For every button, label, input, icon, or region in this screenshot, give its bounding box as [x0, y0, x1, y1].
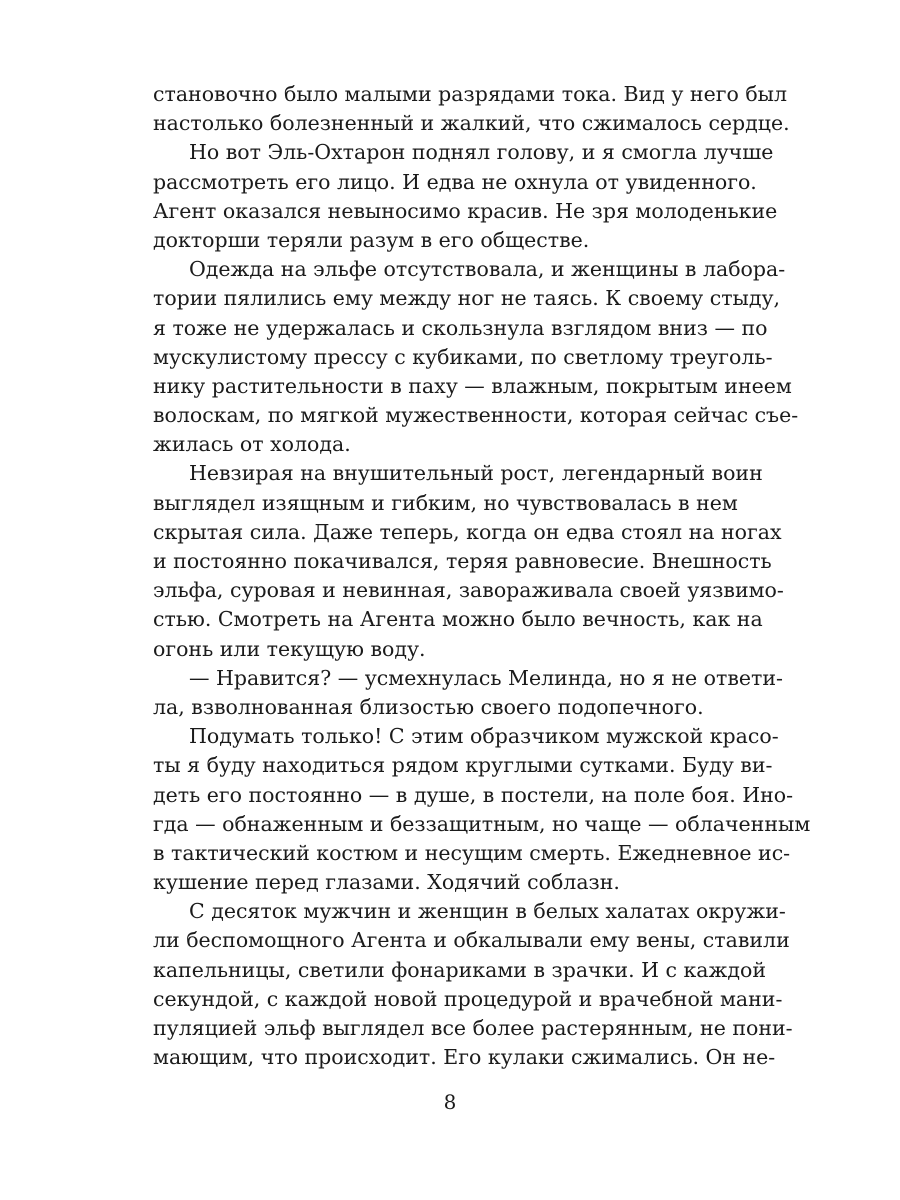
text-line: секундой, с каждой новой процедурой и врачебной мани- [153, 986, 783, 1011]
text-line: нику растительности в паху — влажным, покрытым инеем [153, 373, 792, 398]
text-line: С десяток мужчин и женщин в белых халатах окружи- [189, 899, 786, 924]
text-line: эльфа, суровая и невинная, завораживала своей уязвимо- [153, 578, 784, 603]
text-line: — Нравится? — усмехнулась Мелинда, но я не ответи- [189, 665, 783, 690]
text-line: деть его постоянно — в душе, в постели, на поле боя. Ино- [153, 782, 794, 807]
text-line: огонь или текущую воду. [153, 636, 426, 661]
text-line: докторши теряли разум в его обществе. [153, 227, 590, 252]
text-line: настолько болезненный и жалкий, что сжималось сердце. [153, 111, 790, 136]
text-line: становочно было малыми разрядами тока. Вид у него был [153, 82, 787, 106]
text-line: и постоянно покачивался, теряя равновесие. Внешность [153, 549, 772, 573]
text-line: тории пялились ему между ног не таясь. К своему стыду, [153, 286, 781, 311]
text-line: стью. Смотреть на Агента можно было вечность, как на [153, 607, 763, 632]
text-line: мающим, что происходит. Его кулаки сжимались. Он не- [153, 1045, 776, 1070]
text-line: капельницы, светили фонариками в зрачки. И с каждой [153, 957, 767, 982]
text-line: кушение перед глазами. Ходячий соблазн. [153, 870, 620, 895]
text-line: пуляцией эльф выглядел все более растерянным, не пони- [153, 1016, 793, 1040]
text-line: ла, взволнованная близостью своего подопечного. [153, 694, 704, 719]
text-line: рассмотреть его лицо. И едва не охнула от увиденного. [153, 169, 757, 194]
text-line: волоскам, по мягкой мужественности, которая сейчас съе- [153, 403, 799, 428]
text-line: я тоже не удержалась и скользнула взглядом вниз — по [153, 315, 768, 340]
text-line: гда — обнаженным и беззащитным, но чаще — облаченным [153, 811, 811, 836]
page-number: 8 [443, 1090, 457, 1114]
text-line: ты я буду находиться рядом круглыми сутками. Буду ви- [153, 753, 773, 778]
text-line: Но вот Эль-Охтарон поднял голову, и я смогла лучше [189, 140, 774, 165]
text-line: ли беспомощного Агента и обкалывали ему вены, ставили [153, 928, 790, 953]
text-line: в тактический костюм и несущим смерть. Ежедневное ис- [153, 840, 791, 865]
text-line: мускулистому прессу с кубиками, по светлому треуголь- [153, 344, 773, 369]
text-line: Одежда на эльфе отсутствовала, и женщины в лабора- [189, 257, 786, 282]
text-line: Агент оказался невыносимо красив. Не зря молоденькие [153, 198, 778, 223]
text-line: Подумать только! С этим образчиком мужской красо- [189, 724, 779, 749]
text-line: скрытая сила. Даже теперь, когда он едва стоял на ногах [153, 519, 782, 544]
text-line: выглядел изящным и гибким, но чувствовалась в нем [153, 490, 738, 515]
body-text [153, 80, 811, 1072]
text-line: жилась от холода. [153, 432, 351, 457]
text-line: Невзирая на внушительный рост, легендарный воин [189, 461, 763, 486]
